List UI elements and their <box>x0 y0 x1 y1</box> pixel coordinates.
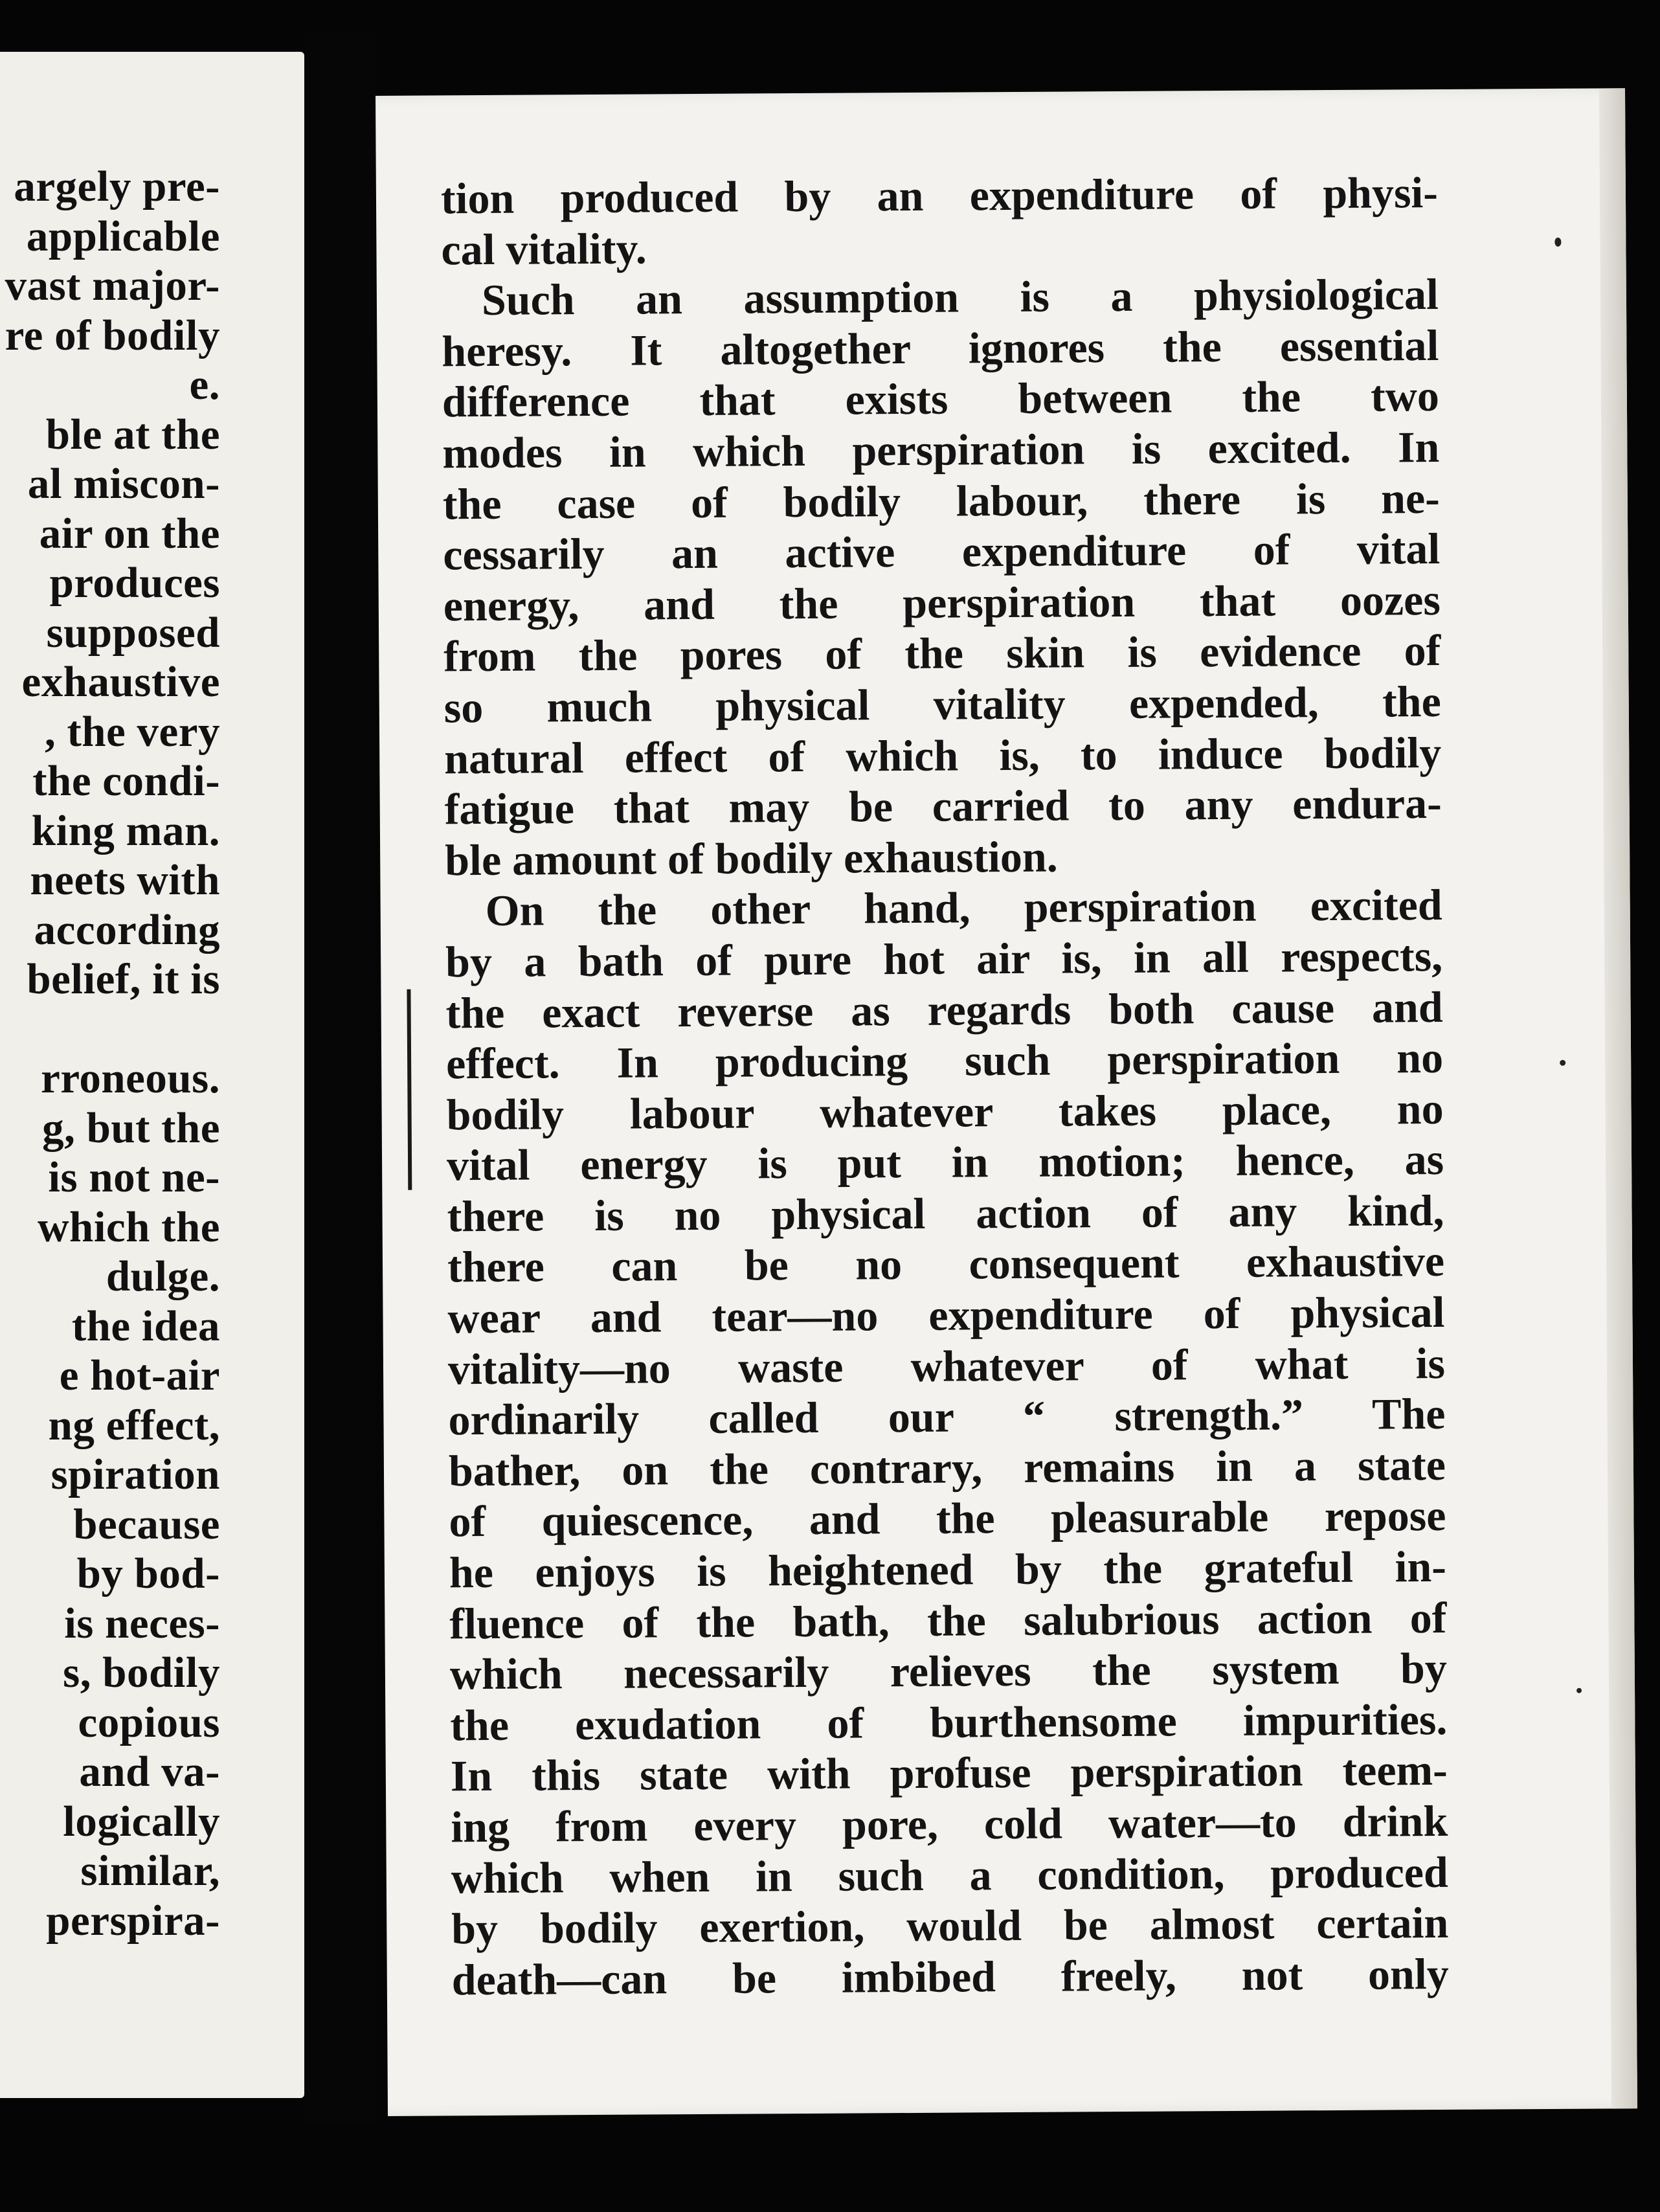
left-line: copious <box>78 1698 220 1746</box>
left-line: ng effect, <box>48 1401 220 1449</box>
text-line: ble amount of bodily exhaustion. <box>444 831 1058 885</box>
left-line: the idea <box>71 1302 220 1350</box>
text-line: tion produced by an expenditure of physi- <box>440 167 1439 223</box>
left-line: logically <box>63 1797 220 1845</box>
text-line: of quiescence, and the pleasurable repose <box>449 1491 1446 1546</box>
text-line: energy, and the perspiration that oozes <box>443 574 1441 631</box>
ink-speck <box>1560 1060 1565 1066</box>
text-line: the exudation of burthensome impurities. <box>450 1694 1448 1750</box>
text-line: from the pores of the skin is evidence of <box>443 626 1441 681</box>
text-line: vital energy is put in motion; hence, as <box>446 1134 1444 1190</box>
text-line: vitality—no waste whatever of what is <box>447 1338 1446 1394</box>
text-line: effect. In producing such perspiration no <box>445 1033 1444 1089</box>
book-gutter <box>304 39 376 2124</box>
left-line: exhaustive <box>21 658 220 706</box>
text-line: wear and tear—no expenditure of physical <box>447 1287 1445 1343</box>
left-line: re of bodily <box>5 311 220 359</box>
left-line: the condi- <box>32 757 220 805</box>
body-text <box>441 167 1449 2005</box>
left-line: argely pre- <box>14 163 220 210</box>
left-line: air on the <box>39 509 220 558</box>
left-page-column <box>0 162 220 1945</box>
left-line: dulge. <box>106 1252 220 1300</box>
left-line: ble at the <box>45 410 220 458</box>
text-line: death—can be imbibed freely, not only <box>451 1948 1449 2005</box>
text-line: Such an assumption is a physiological <box>481 269 1439 325</box>
left-line: similar, <box>80 1847 220 1895</box>
left-line: e. <box>189 361 220 409</box>
left-line: vast major- <box>5 262 220 310</box>
margin-mark <box>407 989 412 1190</box>
text-line: bodily labour whatever takes place, no <box>446 1083 1444 1140</box>
left-line: belief, it is <box>27 955 220 1003</box>
text-line: fatigue that may be carried to any endura- <box>444 778 1442 834</box>
right-page <box>376 88 1637 2116</box>
text-line: there is no physical action of any kind, <box>447 1185 1444 1241</box>
text-line: which when in such a condition, produced <box>451 1847 1449 1902</box>
left-line: neets with <box>30 856 220 904</box>
text-line: he enjoys is heightened by the grateful in- <box>449 1541 1447 1597</box>
left-line: supposed <box>46 608 220 657</box>
text-line: bather, on the contrary, remains in a state <box>448 1439 1446 1496</box>
left-line: is not ne- <box>48 1153 220 1201</box>
left-line: spiration <box>50 1450 220 1498</box>
text-line: difference that exists between the two <box>442 371 1440 427</box>
text-line: there can be no consequent exhaustive <box>447 1236 1445 1292</box>
text-line: the exact reverse as regards both cause and <box>445 982 1443 1037</box>
left-line: , the very <box>44 707 220 756</box>
left-line: which the <box>38 1202 220 1251</box>
page-edge <box>1599 88 1637 2108</box>
left-line <box>0 1004 220 1054</box>
text-line: cessarily an active expenditure of vital <box>443 524 1441 580</box>
text-line: cal vitality. <box>441 223 647 274</box>
left-line: rroneous. <box>41 1054 220 1102</box>
left-line: is neces- <box>64 1599 220 1647</box>
left-line: g, but the <box>42 1103 220 1152</box>
left-line: al miscon- <box>27 460 220 508</box>
left-line: applicable <box>26 212 220 260</box>
ink-speck <box>1554 238 1561 247</box>
text-line: the case of bodily labour, there is ne- <box>442 473 1441 528</box>
left-line: king man. <box>31 806 220 855</box>
left-page <box>0 52 304 2098</box>
ink-speck <box>1576 1688 1582 1693</box>
left-line: according <box>34 905 220 954</box>
text-line: modes in which perspiration is excited. In <box>442 422 1440 478</box>
text-line: natural effect of which is, to induce bodily <box>444 727 1442 783</box>
left-line: because <box>73 1500 220 1548</box>
text-line: ordinarily called our “ strength.” The <box>448 1389 1446 1445</box>
text-line: ing from every pore, cold water—to drink <box>451 1796 1448 1852</box>
text-line: which necessarily relieves the system by <box>449 1643 1448 1699</box>
text-line: In this state with profuse perspiration teem- <box>450 1745 1448 1801</box>
text-line: On the other hand, perspiration excited <box>485 880 1442 936</box>
text-line: by a bath of pure hot air is, in all respects, <box>445 931 1443 987</box>
left-line: e hot-air <box>59 1351 220 1399</box>
left-line: and va- <box>79 1748 220 1796</box>
left-line: by bod- <box>76 1550 220 1597</box>
text-line: fluence of the bath, the salubrious action of <box>449 1592 1447 1648</box>
text-line: by bodily exertion, would be almost certain <box>451 1898 1449 1954</box>
text-line: heresy. It altogether ignores the essential <box>442 320 1439 376</box>
left-line: produces <box>49 559 220 607</box>
text-line: so much physical vitality expended, the <box>443 676 1441 732</box>
left-line: perspira- <box>46 1896 220 1945</box>
left-line: s, bodily <box>63 1649 220 1697</box>
